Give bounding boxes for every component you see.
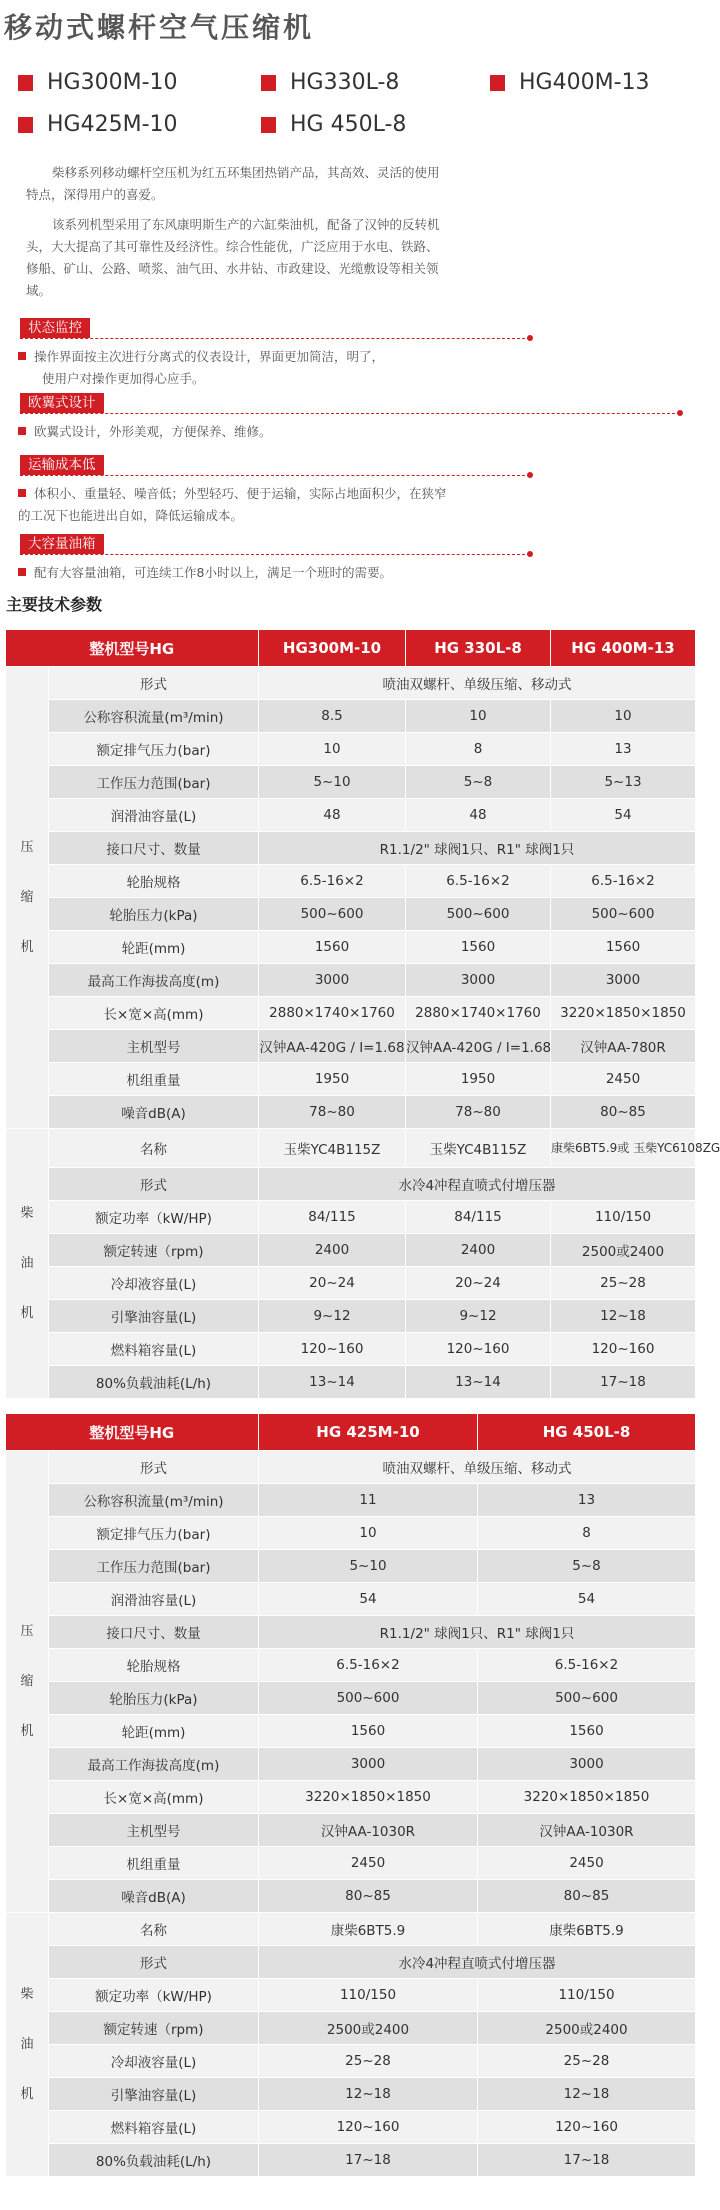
- table-row: [6, 1063, 696, 1096]
- table-row: [6, 1129, 696, 1168]
- row-label: 最高工作海拔高度(m): [49, 964, 259, 997]
- row-value: 10: [551, 700, 696, 733]
- bullet-square-icon: [18, 352, 26, 360]
- section-label-status: 状态监控: [20, 318, 90, 338]
- category-cell: [6, 667, 49, 1129]
- row-value: 3220×1850×1850: [551, 997, 696, 1030]
- red-square-icon: [261, 117, 276, 133]
- row-value: 17~18: [551, 1366, 696, 1399]
- category-char: 机: [20, 1305, 34, 1321]
- row-value: 2880×1740×1760: [259, 997, 406, 1030]
- row-label: 接口尺寸、数量: [49, 832, 259, 865]
- row-value: 80~85: [478, 1880, 696, 1913]
- row-value: 120~160: [259, 2111, 478, 2144]
- spec-section-title: 主要技术参数: [6, 595, 103, 614]
- table-row: [6, 1748, 696, 1781]
- divider-dot-icon: [527, 551, 533, 557]
- table-row: [6, 2012, 696, 2045]
- category-cell: [6, 1129, 49, 1399]
- bullet-text: 操作界面按主次进行分离式的仪表设计，界面更加简洁，明了，: [34, 349, 385, 364]
- category-char: 机: [20, 939, 34, 955]
- table-row: [6, 1913, 696, 1946]
- table-row: [6, 1030, 696, 1063]
- intro-paragraph: 该系列机型采用了东风康明斯生产的六缸柴油机，配备了汉钟的反转机头，大大提高了其可靠性及经济性。综合性能优，广泛应用于水电、铁路、修船、矿山、公路、喷浆、油气田、水井钻、市政建设、光缆敷设等相关领域。: [26, 217, 440, 298]
- row-value: 6.5-16×2: [551, 865, 696, 898]
- row-label: 公称容积流量(m³/min): [49, 700, 259, 733]
- row-value: 2500或2400: [259, 2012, 478, 2045]
- row-label: 工作压力范围(bar): [49, 1550, 259, 1583]
- row-label: 额定排气压力(bar): [49, 1517, 259, 1550]
- row-value: 20~24: [259, 1267, 406, 1300]
- row-label: 最高工作海拔高度(m): [49, 1748, 259, 1781]
- section-label-transport: 运输成本低: [20, 455, 104, 475]
- section-label-design: 欧翼式设计: [20, 393, 104, 413]
- spec-table-1: [5, 630, 720, 1399]
- section-divider: [20, 554, 530, 555]
- row-value: 120~160: [551, 1333, 696, 1366]
- row-label: 机组重量: [49, 1063, 259, 1096]
- table-row: [6, 766, 696, 799]
- category-char: 压: [20, 1623, 34, 1639]
- table-row: [6, 667, 696, 700]
- row-value: 10: [406, 700, 551, 733]
- section-label-oil-tank: 大容量油箱: [20, 534, 104, 554]
- row-value-span: 水冷4冲程直喷式付增压器: [259, 1946, 696, 1979]
- row-value: 1950: [406, 1063, 551, 1096]
- bullet-text: 体积小、重量轻、噪音低；外型轻巧、便于运输，实际占地面积少，在狭窄的工况下也能进出自如，降低运输成本。: [18, 486, 447, 523]
- row-value: 2450: [259, 1847, 478, 1880]
- row-value: 84/115: [406, 1201, 551, 1234]
- row-value: 2400: [259, 1234, 406, 1267]
- table-row: [6, 1814, 696, 1847]
- category-char: 油: [20, 2036, 34, 2052]
- row-value: 1560: [259, 1715, 478, 1748]
- table-row: [6, 1616, 696, 1649]
- red-square-icon: [18, 75, 33, 91]
- row-value: 17~18: [478, 2144, 696, 2177]
- spec-table-2: [5, 1414, 696, 2177]
- row-label: 轮胎压力(kPa): [49, 1682, 259, 1715]
- row-value: 54: [551, 799, 696, 832]
- row-value: 5~10: [259, 1550, 478, 1583]
- table-row: [6, 898, 696, 931]
- section-divider: [20, 338, 530, 339]
- table-row: [6, 1451, 696, 1484]
- row-value: 康柴6BT5.9: [478, 1913, 696, 1946]
- model-item: [261, 112, 406, 137]
- row-value: 110/150: [551, 1201, 696, 1234]
- row-value: 78~80: [406, 1096, 551, 1129]
- table-header-cell: HG300M-10: [259, 630, 406, 667]
- table-row: [6, 1715, 696, 1748]
- row-value: 3000: [406, 964, 551, 997]
- row-value: 5~10: [259, 766, 406, 799]
- model-item: [490, 70, 650, 95]
- table-row: [6, 1234, 696, 1267]
- row-label: 额定转速（rpm): [49, 1234, 259, 1267]
- table-row: [6, 1781, 696, 1814]
- row-value-span: 喷油双螺杆、单级压缩、移动式: [259, 1451, 696, 1484]
- table-row: [6, 1267, 696, 1300]
- row-value: 25~28: [551, 1267, 696, 1300]
- model-label: HG425M-10: [47, 112, 178, 137]
- table-row: [6, 931, 696, 964]
- row-label: 轮胎规格: [49, 1649, 259, 1682]
- section-divider: [20, 413, 680, 414]
- row-value: 2450: [478, 1847, 696, 1880]
- category-char: 机: [20, 1723, 34, 1739]
- row-label: 轮胎规格: [49, 865, 259, 898]
- row-value: 48: [406, 799, 551, 832]
- row-label: 接口尺寸、数量: [49, 1616, 259, 1649]
- bullet-text: 欧翼式设计，外形美观，方便保养、维修。: [34, 424, 272, 439]
- category-char: 机: [20, 2086, 34, 2102]
- row-value: 500~600: [259, 898, 406, 931]
- table-row: [6, 964, 696, 997]
- red-square-icon: [490, 75, 505, 91]
- table-row: [6, 2078, 696, 2111]
- model-item: [18, 70, 178, 95]
- row-value: 8.5: [259, 700, 406, 733]
- category-char: 缩: [20, 889, 34, 905]
- row-label: 润滑油容量(L): [49, 1583, 259, 1616]
- row-value: 3220×1850×1850: [478, 1781, 696, 1814]
- row-label: 形式: [49, 1946, 259, 1979]
- row-value: 10: [259, 1517, 478, 1550]
- row-label: 名称: [49, 1129, 259, 1168]
- row-label: 额定功率（kW/HP): [49, 1201, 259, 1234]
- table-row: [6, 2111, 696, 2144]
- bullet-text: 使用户对操作更加得心应手。: [42, 371, 205, 386]
- table-row: [6, 2045, 696, 2078]
- row-value: 13~14: [406, 1366, 551, 1399]
- row-value: 9~12: [259, 1300, 406, 1333]
- row-value: 玉柴YC4B115Z: [406, 1129, 551, 1168]
- row-value: 120~160: [406, 1333, 551, 1366]
- table-row: [6, 1880, 696, 1913]
- row-label: 润滑油容量(L): [49, 799, 259, 832]
- table-row: [6, 1682, 696, 1715]
- row-value: 2880×1740×1760: [406, 997, 551, 1030]
- row-label: 形式: [49, 667, 259, 700]
- row-value: 110/150: [259, 1979, 478, 2012]
- row-value: 13: [551, 733, 696, 766]
- row-value-span: 喷油双螺杆、单级压缩、移动式: [259, 667, 696, 700]
- table-row: [6, 733, 696, 766]
- row-value: 12~18: [259, 2078, 478, 2111]
- table-row: [6, 1201, 696, 1234]
- red-square-icon: [261, 75, 276, 91]
- page-title: 移动式螺杆空气压缩机: [4, 11, 315, 44]
- table-header-cell: 整机型号HG: [6, 1414, 259, 1451]
- table-header-cell: HG 400M-13: [551, 630, 696, 667]
- bullet-text: 配有大容量油箱，可连续工作8小时以上，满足一个班时的需要。: [34, 565, 392, 580]
- row-value: 12~18: [551, 1300, 696, 1333]
- bullet-square-icon: [18, 568, 26, 576]
- row-value: 3000: [551, 964, 696, 997]
- table-row: [6, 1583, 696, 1616]
- row-label: 机组重量: [49, 1847, 259, 1880]
- table-row: [6, 1333, 696, 1366]
- table-header-cell: HG 425M-10: [259, 1414, 478, 1451]
- row-value: 5~8: [478, 1550, 696, 1583]
- table-row: [6, 1484, 696, 1517]
- table-row: [6, 1649, 696, 1682]
- row-value: 玉柴YC4B115Z: [259, 1129, 406, 1168]
- row-value: 2400: [406, 1234, 551, 1267]
- row-label: 主机型号: [49, 1030, 259, 1063]
- row-value: 11: [259, 1484, 478, 1517]
- row-value: 17~18: [259, 2144, 478, 2177]
- table-header-cell: HG 450L-8: [478, 1414, 696, 1451]
- row-value: 1560: [406, 931, 551, 964]
- row-value: 2500或2400: [478, 2012, 696, 2045]
- category-char: 压: [20, 839, 34, 855]
- category-char: 缩: [20, 1673, 34, 1689]
- row-label: 长×宽×高(mm): [49, 997, 259, 1030]
- row-value: 500~600: [551, 898, 696, 931]
- row-value: 3000: [259, 1748, 478, 1781]
- row-label: 形式: [49, 1168, 259, 1201]
- bullet-square-icon: [18, 489, 26, 497]
- row-label: 额定转速（rpm): [49, 2012, 259, 2045]
- row-value: 3220×1850×1850: [259, 1781, 478, 1814]
- row-value: 80~85: [259, 1880, 478, 1913]
- row-value: 6.5-16×2: [259, 865, 406, 898]
- row-label: 引擎油容量(L): [49, 2078, 259, 2111]
- row-value: 3000: [259, 964, 406, 997]
- bullet-square-icon: [18, 427, 26, 435]
- row-value: 13: [478, 1484, 696, 1517]
- row-value: 1560: [478, 1715, 696, 1748]
- model-label: HG330L-8: [290, 70, 400, 95]
- row-value: 54: [478, 1583, 696, 1616]
- row-value: 汉钟AA-420G / I=1.68: [259, 1030, 406, 1063]
- row-value: 84/115: [259, 1201, 406, 1234]
- table-row: [6, 2144, 696, 2177]
- category-cell: [6, 1451, 49, 1913]
- row-value: 500~600: [259, 1682, 478, 1715]
- table-row: [6, 1366, 696, 1399]
- table-header-cell: HG 330L-8: [406, 630, 551, 667]
- table-row: [6, 832, 696, 865]
- table-row: [6, 1550, 696, 1583]
- table-row: [6, 1096, 696, 1129]
- row-value: 1560: [259, 931, 406, 964]
- table-row: [6, 1300, 696, 1333]
- row-label: 轮距(mm): [49, 931, 259, 964]
- row-label: 公称容积流量(m³/min): [49, 1484, 259, 1517]
- row-value-span: R1.1/2" 球阀1只、R1" 球阀1只: [259, 832, 696, 865]
- row-value: 54: [259, 1583, 478, 1616]
- model-label: HG 450L-8: [290, 112, 407, 137]
- row-label: 80%负载油耗(L/h): [49, 2144, 259, 2177]
- row-value: 10: [259, 733, 406, 766]
- row-value: 康柴6BT5.9或 玉柴YC6108ZG: [551, 1129, 696, 1168]
- row-label: 名称: [49, 1913, 259, 1946]
- row-value: 汉钟AA-1030R: [478, 1814, 696, 1847]
- row-label: 工作压力范围(bar): [49, 766, 259, 799]
- row-value: 25~28: [259, 2045, 478, 2078]
- row-value: 20~24: [406, 1267, 551, 1300]
- intro-paragraph: 柴移系列移动螺杆空压机为红五环集团热销产品，其高效、灵活的使用特点，深得用户的喜爱。: [26, 165, 440, 202]
- table-row: [6, 865, 696, 898]
- row-value: 6.5-16×2: [406, 865, 551, 898]
- row-value: 120~160: [259, 1333, 406, 1366]
- table-header-cell: 整机型号HG: [6, 630, 259, 667]
- row-value-span: R1.1/2" 球阀1只、R1" 球阀1只: [259, 1616, 696, 1649]
- row-value: 6.5-16×2: [478, 1649, 696, 1682]
- row-label: 冷却液容量(L): [49, 2045, 259, 2078]
- row-value: 12~18: [478, 2078, 696, 2111]
- row-value: 120~160: [478, 2111, 696, 2144]
- section-bullet: [18, 483, 448, 527]
- row-value: 500~600: [478, 1682, 696, 1715]
- row-value: 78~80: [259, 1096, 406, 1129]
- category-char: 柴: [20, 1205, 34, 1221]
- row-value-span: 水冷4冲程直喷式付增压器: [259, 1168, 696, 1201]
- section-bullet: [18, 562, 392, 584]
- table-row: [6, 997, 696, 1030]
- table-row: [6, 1946, 696, 1979]
- category-char: 柴: [20, 1986, 34, 2002]
- section-bullet: [18, 346, 384, 390]
- row-value: 汉钟AA-780R: [551, 1030, 696, 1063]
- row-value: 8: [478, 1517, 696, 1550]
- model-item: [18, 112, 178, 137]
- table-header-row: [6, 1414, 696, 1451]
- table-row: [6, 799, 696, 832]
- row-value: 1950: [259, 1063, 406, 1096]
- row-label: 额定功率（kW/HP): [49, 1979, 259, 2012]
- row-value: 8: [406, 733, 551, 766]
- row-label: 引擎油容量(L): [49, 1300, 259, 1333]
- table-row: [6, 1517, 696, 1550]
- row-label: 燃料箱容量(L): [49, 2111, 259, 2144]
- model-item: [261, 70, 399, 95]
- row-label: 冷却液容量(L): [49, 1267, 259, 1300]
- row-value: 13~14: [259, 1366, 406, 1399]
- row-label: 额定排气压力(bar): [49, 733, 259, 766]
- row-label: 主机型号: [49, 1814, 259, 1847]
- row-value: 500~600: [406, 898, 551, 931]
- row-value: 2500或2400: [551, 1234, 696, 1267]
- divider-dot-icon: [527, 472, 533, 478]
- row-value: 汉钟AA-1030R: [259, 1814, 478, 1847]
- section-divider: [20, 475, 530, 476]
- table-row: [6, 700, 696, 733]
- row-label: 轮胎压力(kPa): [49, 898, 259, 931]
- row-value: 25~28: [478, 2045, 696, 2078]
- row-value: 康柴6BT5.9: [259, 1913, 478, 1946]
- row-label: 轮距(mm): [49, 1715, 259, 1748]
- row-label: 噪音dB(A): [49, 1880, 259, 1913]
- row-value: 48: [259, 799, 406, 832]
- category-cell: [6, 1913, 49, 2177]
- row-label: 燃料箱容量(L): [49, 1333, 259, 1366]
- row-value: 5~13: [551, 766, 696, 799]
- model-label: HG400M-13: [519, 70, 650, 95]
- row-label: 80%负载油耗(L/h): [49, 1366, 259, 1399]
- table-row: [6, 1168, 696, 1201]
- row-label: 形式: [49, 1451, 259, 1484]
- row-value: 80~85: [551, 1096, 696, 1129]
- row-value: 110/150: [478, 1979, 696, 2012]
- model-label: HG300M-10: [47, 70, 178, 95]
- row-value: 汉钟AA-420G / I=1.68: [406, 1030, 551, 1063]
- row-label: 长×宽×高(mm): [49, 1781, 259, 1814]
- row-value: 3000: [478, 1748, 696, 1781]
- category-char: 油: [20, 1255, 34, 1271]
- row-value: 6.5-16×2: [259, 1649, 478, 1682]
- red-square-icon: [18, 117, 33, 133]
- row-value: 9~12: [406, 1300, 551, 1333]
- row-value: 5~8: [406, 766, 551, 799]
- row-label: 噪音dB(A): [49, 1096, 259, 1129]
- table-row: [6, 1847, 696, 1880]
- table-header-row: [6, 630, 696, 667]
- table-row: [6, 1979, 696, 2012]
- section-bullet: [18, 421, 272, 443]
- divider-dot-icon: [677, 410, 683, 416]
- row-value: 1560: [551, 931, 696, 964]
- divider-dot-icon: [527, 335, 533, 341]
- row-value: 2450: [551, 1063, 696, 1096]
